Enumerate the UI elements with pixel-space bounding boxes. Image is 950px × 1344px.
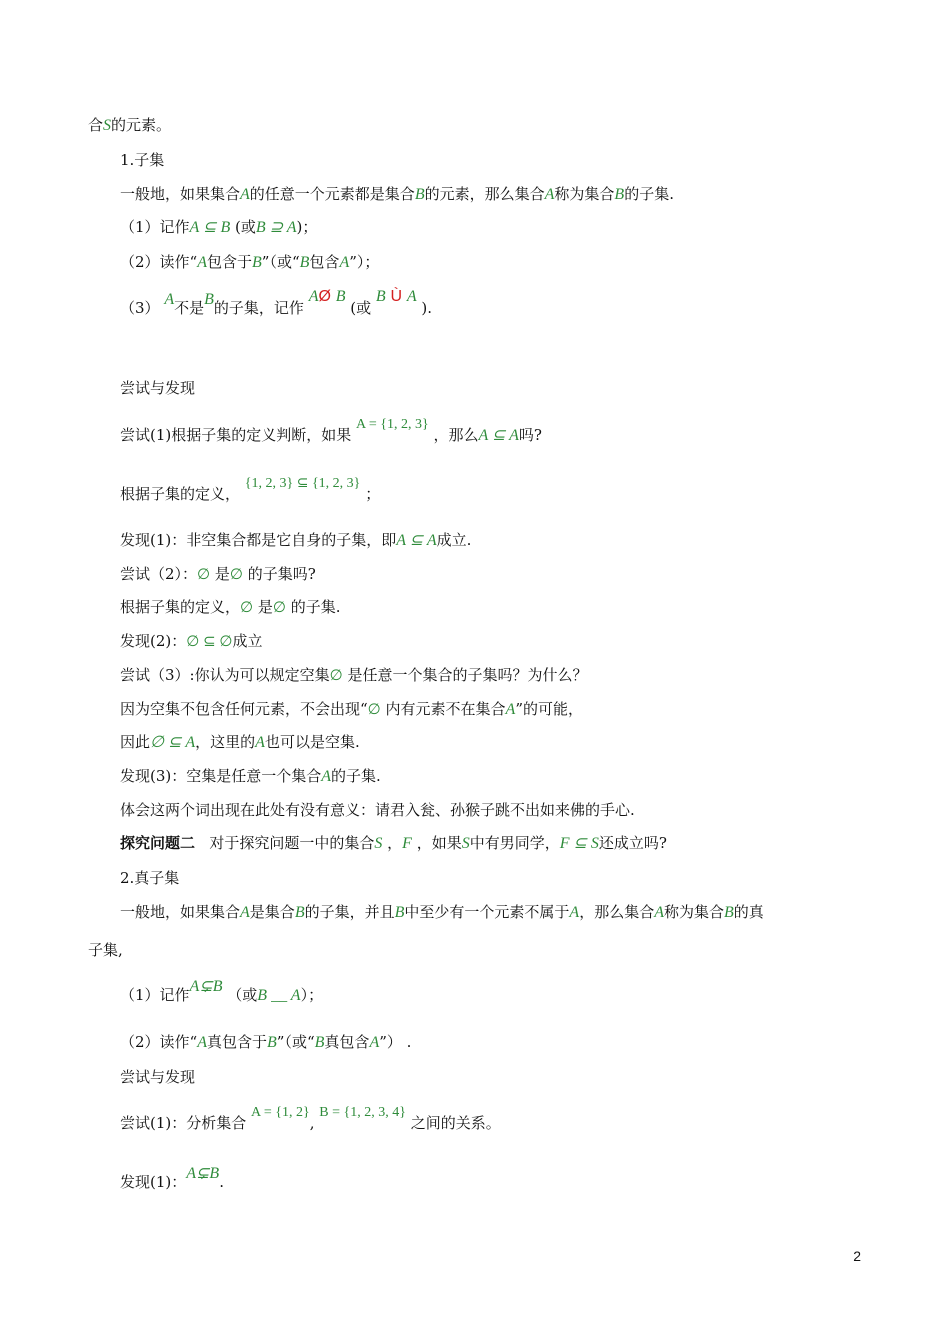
math-A: A xyxy=(654,904,664,921)
text: 中至少有一个元素不属于 xyxy=(404,903,570,921)
empty-set-symbol: ∅ xyxy=(367,702,381,718)
text: 包含 xyxy=(309,253,340,271)
reading-line xyxy=(120,251,379,274)
math-A: A xyxy=(544,186,555,203)
empty-set-symbol: ∅ xyxy=(229,567,243,583)
math-B: B xyxy=(614,186,625,203)
text: 包含于 xyxy=(207,253,253,271)
text: ”（或“ xyxy=(261,253,300,271)
proper-notation-line xyxy=(120,978,324,1007)
text: 尝试(1)：分析集合 xyxy=(120,1114,247,1132)
try-2-line xyxy=(120,563,316,586)
text: 的任意一个元素都是集合 xyxy=(249,185,415,203)
math-empty-subset-A: ∅ ⊆ A xyxy=(150,734,196,751)
text: 一般地，如果集合 xyxy=(120,185,241,203)
explore-question-2 xyxy=(120,832,667,855)
text: （1）记作 xyxy=(120,986,190,1004)
math-A: A xyxy=(406,288,417,305)
text: 的子集. xyxy=(290,598,341,616)
reason-line xyxy=(120,698,583,721)
text: 还成立吗? xyxy=(598,834,667,852)
text: 发现(1)： xyxy=(120,1173,187,1191)
definition-check-line xyxy=(120,476,381,507)
text: ，这里的 xyxy=(195,733,256,751)
text: （2）读作“ xyxy=(120,1033,198,1051)
text: 称为集合 xyxy=(663,903,724,921)
not-subset-symbol: Ø xyxy=(318,288,331,305)
math-F: F xyxy=(402,835,412,852)
text: , xyxy=(309,1114,315,1132)
text: ， xyxy=(387,834,403,852)
text: 的真 xyxy=(733,903,764,921)
final-discovery-line xyxy=(120,1165,224,1194)
notation-line xyxy=(120,216,317,239)
text: 因此 xyxy=(120,733,151,751)
empty-set-symbol: ∅ xyxy=(272,600,286,616)
text: 是任意一个集合的子集吗？为什么？ xyxy=(347,666,588,684)
text: （2）读作“ xyxy=(120,253,198,271)
section-heading-subset: 1.子集 xyxy=(120,151,165,169)
text: (或 xyxy=(235,218,256,236)
math-A: A xyxy=(197,1034,207,1051)
math-subset: A ⊆ B xyxy=(189,219,231,236)
text: . xyxy=(219,1173,224,1191)
math-B: B xyxy=(375,288,386,305)
math-B: B xyxy=(724,904,734,921)
text: ； xyxy=(365,485,381,503)
math-A: A xyxy=(197,254,207,271)
text: 根据子集的定义， xyxy=(120,598,241,616)
text: 对于探究问题一中的集合 xyxy=(209,834,375,852)
text: ”）； xyxy=(349,253,380,271)
text: 发现(1)：非空集合都是它自身的子集，即 xyxy=(120,531,397,549)
text: ，如果 xyxy=(416,834,462,852)
math-A: A xyxy=(569,904,580,921)
discovery-1-line xyxy=(120,529,471,552)
math-B: B xyxy=(294,904,305,921)
text: ”（或“ xyxy=(276,1033,315,1051)
math-B: B xyxy=(394,904,405,921)
subset-definition xyxy=(120,183,674,206)
math-A: A xyxy=(369,1034,380,1051)
math-A: A xyxy=(240,904,250,921)
math-A: A xyxy=(255,734,265,751)
empty-def-line xyxy=(120,596,341,619)
text: 发现(3)：空集是任意一个集合 xyxy=(120,767,322,785)
math-F-subset-S: F ⊆ S xyxy=(559,835,599,852)
text: )； xyxy=(296,218,318,236)
text: （1）记作 xyxy=(120,218,190,236)
subheading-try-discover-2: 尝试与发现 xyxy=(120,1068,196,1086)
try-1-line xyxy=(120,417,542,448)
text: 成立 xyxy=(232,632,263,650)
math-A: A xyxy=(505,701,516,718)
text: 是集合 xyxy=(249,903,295,921)
text: 的子集. xyxy=(624,185,674,203)
text: 成立. xyxy=(436,531,472,549)
therefore-line xyxy=(120,731,360,754)
math-not-superset xyxy=(376,287,417,305)
text: 中有男同学， xyxy=(469,834,560,852)
text: ，那么集合 xyxy=(579,903,655,921)
math-proper-subset: A⊊B xyxy=(186,1165,220,1182)
proper-subset-definition xyxy=(120,901,764,924)
math-B: B xyxy=(299,254,310,271)
text: ”） . xyxy=(379,1033,412,1051)
not-superset-symbol: Ù xyxy=(390,288,403,305)
text: 尝试(1)根据子集的定义判断，如果 xyxy=(120,426,352,444)
text: 是 xyxy=(257,598,273,616)
text: 一般地，如果集合 xyxy=(120,903,241,921)
text: 的子集吗? xyxy=(247,565,316,583)
text: 的元素。 xyxy=(111,116,172,134)
math-subset: A ⊆ A xyxy=(478,427,519,444)
text: ，那么 xyxy=(433,426,479,444)
math-S: S xyxy=(103,117,112,134)
text: 吗? xyxy=(518,426,542,444)
text: 内有元素不在集合 xyxy=(385,700,506,718)
text: 的元素，那么集合 xyxy=(424,185,545,203)
discovery-3-line xyxy=(120,765,381,788)
math-set-B: B = {1, 2, 3, 4} xyxy=(319,1105,406,1120)
text: 尝试（3）:你认为可以规定空集 xyxy=(120,666,330,684)
text: 的子集. xyxy=(331,767,381,785)
explore-heading: 探究问题二 xyxy=(120,834,196,852)
text: 发现(2)： xyxy=(120,632,187,650)
text: 也可以是空集. xyxy=(264,733,360,751)
text: 之间的关系。 xyxy=(410,1114,501,1132)
text: 真包含 xyxy=(324,1033,370,1051)
math-B: B xyxy=(414,186,425,203)
text: ”的可能， xyxy=(515,700,583,718)
math-subset: A ⊆ A xyxy=(396,532,437,549)
math-S: S xyxy=(461,835,470,852)
math-B: B xyxy=(252,254,262,271)
text: 合 xyxy=(88,116,104,134)
math-proper-subset: A⊊B xyxy=(189,978,223,995)
empty-set-symbol: ∅ xyxy=(240,600,254,616)
math-B: B xyxy=(267,1034,277,1051)
math-proper-superset: B __ A xyxy=(257,987,301,1004)
try-analyze-line xyxy=(120,1105,501,1136)
math-S: S xyxy=(374,835,383,852)
math-A: A xyxy=(308,288,319,305)
discovery-2-line xyxy=(120,630,262,653)
text: 根据子集的定义， xyxy=(120,485,241,503)
math-B: B xyxy=(335,288,346,305)
math-A: A xyxy=(164,291,175,308)
math-B: B xyxy=(204,291,214,308)
math-A: A xyxy=(339,254,350,271)
text: ）； xyxy=(300,986,324,1004)
math-A: A xyxy=(321,768,332,785)
math-empty-subset: ∅ ⊆ ∅ xyxy=(186,634,233,650)
math-set-A: A = {1, 2} xyxy=(251,1105,310,1120)
math-set-subset: {1, 2, 3} ⊆ {1, 2, 3} xyxy=(244,476,361,491)
proper-reading-line xyxy=(120,1031,411,1054)
text: 不是 xyxy=(174,299,205,317)
text: 因为空集不包含任何元素，不会出现“ xyxy=(120,700,368,718)
math-set-A: A = {1, 2, 3} xyxy=(356,417,429,432)
reflection-line: 体会这两个词出现在此处有没有意义：请君入瓮、孙猴子跳不出如来佛的手心. xyxy=(120,801,635,819)
text: （或 xyxy=(227,986,258,1004)
text: (或 xyxy=(350,299,372,317)
proper-subset-definition-cont: 子集, xyxy=(88,941,123,959)
math-not-subset xyxy=(309,287,346,305)
text: 是 xyxy=(214,565,230,583)
text-line-1 xyxy=(88,114,171,137)
section-heading-proper-subset: 2.真子集 xyxy=(120,869,180,887)
page-number: 2 xyxy=(853,1248,861,1264)
subheading-try-discover: 尝试与发现 xyxy=(120,379,196,397)
not-subset-line xyxy=(120,288,433,320)
text: （3） xyxy=(120,299,160,317)
math-B: B xyxy=(314,1034,325,1051)
text: 真包含于 xyxy=(207,1033,268,1051)
text: 的子集，并且 xyxy=(304,903,395,921)
empty-set-symbol: ∅ xyxy=(197,567,211,583)
try-3-line xyxy=(120,664,587,687)
math-superset: B ⊇ A xyxy=(255,219,297,236)
math-A: A xyxy=(240,186,250,203)
empty-set-symbol: ∅ xyxy=(329,668,343,684)
text: 尝试（2）： xyxy=(120,565,198,583)
text: ). xyxy=(421,299,433,317)
text: 的子集，记作 xyxy=(213,299,304,317)
text: 称为集合 xyxy=(554,185,615,203)
